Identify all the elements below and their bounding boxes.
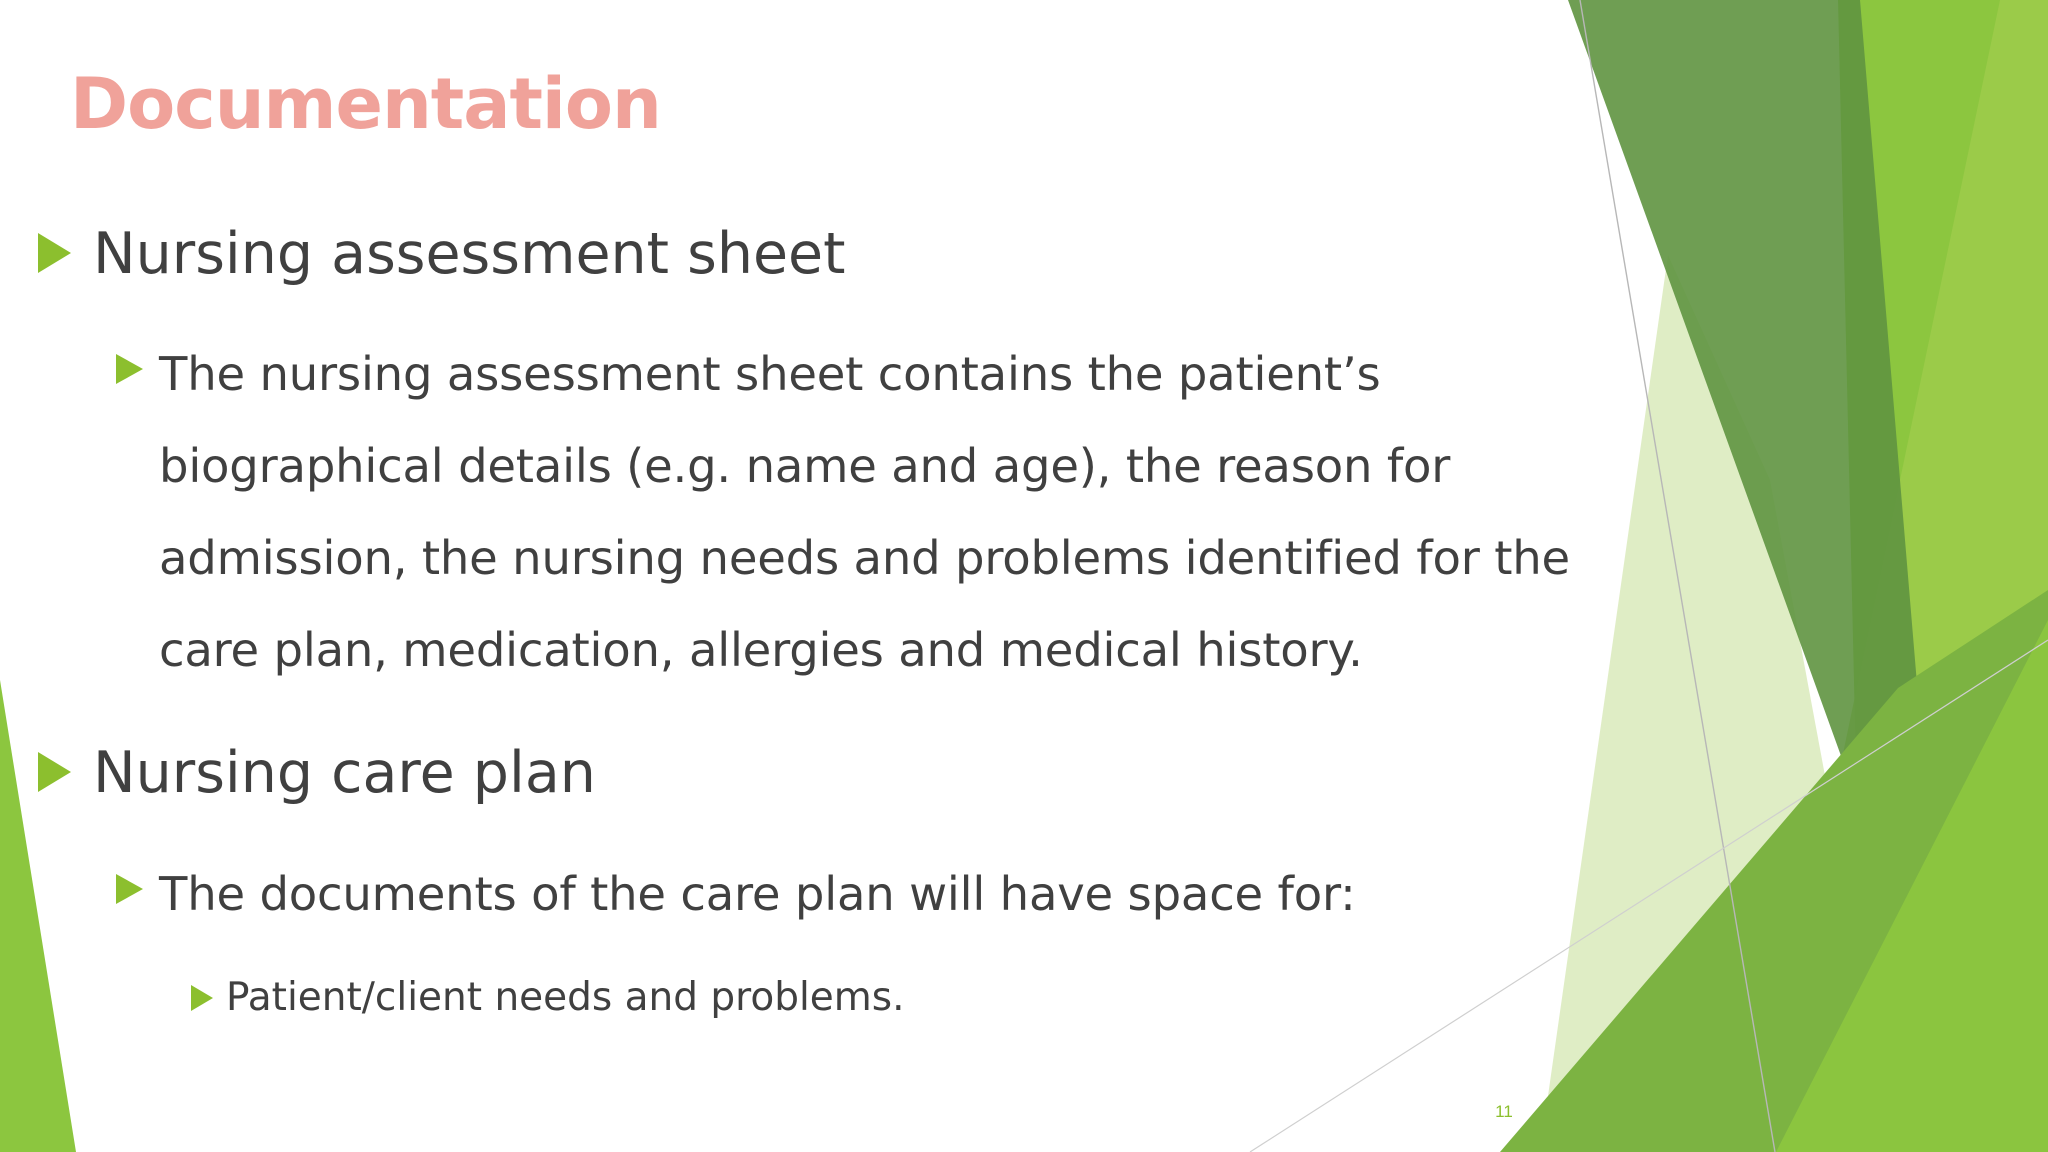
bullet-body-text: The documents of the care plan will have space for:	[159, 867, 1356, 921]
sub-bullet-assessment-sheet-description	[116, 328, 1579, 696]
bullet-nursing-assessment-sheet	[38, 218, 845, 290]
bullet-heading: Nursing care plan	[93, 740, 596, 806]
slide-page-number: 11	[1495, 1102, 1513, 1121]
bullet-heading: Nursing assessment sheet	[93, 221, 846, 287]
bullet-body-text: The nursing assessment sheet contains the patient’s biographical details (e.g. name and age), the reason for admission, the nursing needs and problems identified for the care plan, medication, allergies and medical history.	[159, 347, 1570, 677]
bullet-item-text: Patient/client needs and problems.	[226, 975, 905, 1020]
slide-title: Documentation	[70, 63, 661, 145]
bullet-arrow-icon	[191, 985, 213, 1011]
bullet-arrow-icon	[116, 874, 143, 904]
bullet-nursing-care-plan	[38, 737, 596, 809]
bullet-arrow-icon	[116, 354, 143, 384]
bullet-arrow-icon	[38, 233, 71, 273]
sub-bullet-care-plan-documents	[116, 848, 1579, 940]
bullet-arrow-icon	[38, 752, 71, 792]
sub-sub-bullet-patient-needs	[191, 969, 904, 1027]
